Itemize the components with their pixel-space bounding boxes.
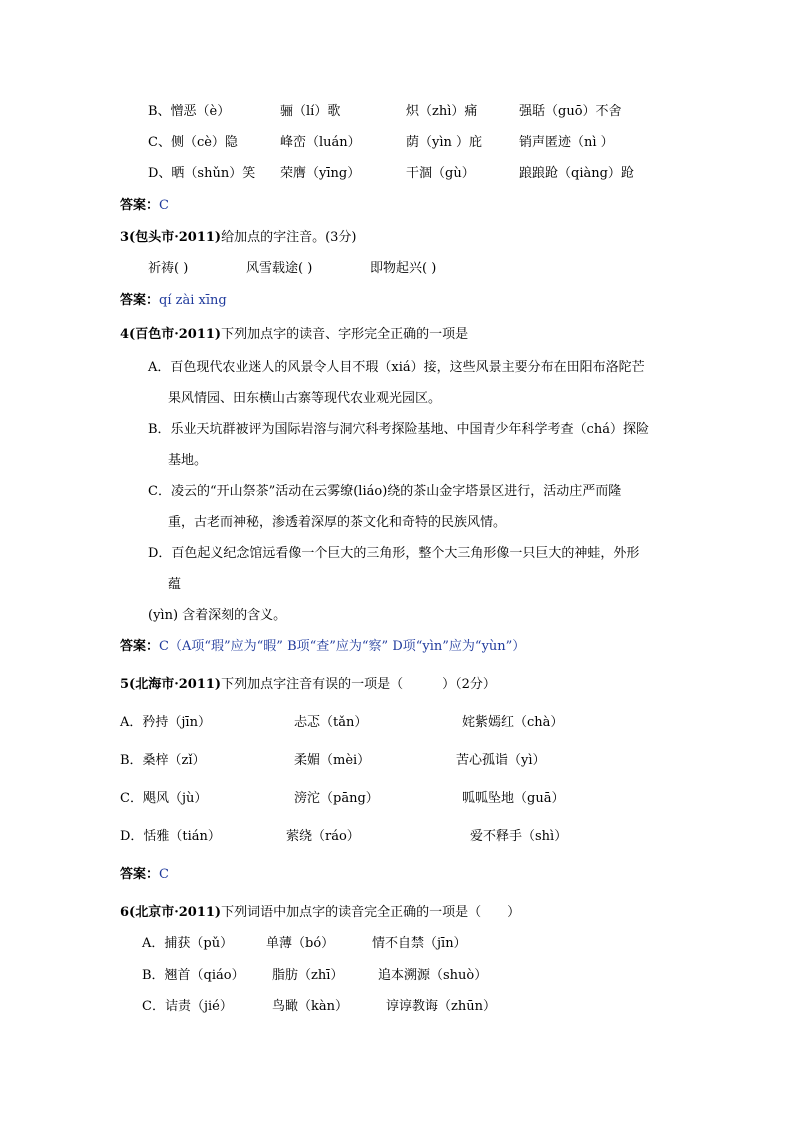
q5-answer — [120, 865, 169, 885]
answer-label: 答案： — [120, 293, 160, 308]
q5-row-a-2: 忐忑（tǎn） — [294, 715, 368, 730]
question-text: 给加点的字注音。(3分) — [221, 230, 357, 245]
q6-row-b-3: 追本溯源（shuò） — [378, 968, 488, 983]
q4-option-d-line3: (yìn) 含着深刻的含义。 — [148, 608, 287, 623]
answer-value: C — [159, 867, 169, 882]
q5-row-c-2: 滂沱（pāng） — [294, 791, 379, 806]
q4-answer — [120, 637, 525, 657]
q2-option-b-4: 强聒（guō）不舍 — [519, 104, 622, 119]
question-source: (北京市·2011) — [129, 905, 222, 920]
question-text: 下列加点字的读音、字形完全正确的一项是 — [221, 327, 469, 342]
q6-row-b-2: 脂肪（zhī） — [272, 968, 344, 983]
q4-option-d-line1: D．百色起义纪念馆远看像一个巨大的三角形，整个大三角形像一只巨大的神蛙，外形 — [148, 546, 640, 561]
question-source: (包头市·2011) — [129, 230, 222, 245]
q5-row-c-3: 呱呱坠地（guā） — [462, 791, 565, 806]
q5-row-b-3: 苦心孤诣（yì） — [456, 753, 546, 768]
q3-item-3: 即物起兴( ) — [370, 261, 437, 276]
q2-option-d-3: 干涸（gù） — [406, 166, 475, 181]
q6-row-a-3: 情不自禁（jīn） — [372, 936, 467, 951]
q4-option-a-line2: 果风情园、田东横山古寨等现代农业观光园区。 — [168, 391, 442, 406]
q2-option-c-4: 销声匿迹（nì ） — [519, 135, 614, 150]
q4-option-b-line1: B．乐业天坑群被评为国际岩溶与洞穴科考探险基地、中国青少年科学考查（chá）探险 — [148, 422, 649, 437]
q2-option-c-3: 荫（yìn ）庇 — [406, 135, 483, 150]
q6-heading — [120, 903, 520, 923]
q6-row-b-1: B．翘首（qiáo） — [142, 968, 245, 983]
q2-option-b-2: 骊（lí）歌 — [280, 104, 341, 119]
question-number: 4 — [120, 327, 130, 342]
q2-option-c-1: C、侧（cè）隐 — [148, 135, 238, 150]
q4-option-c-line1: C．凌云的“开山祭茶”活动在云雾缭(liáo)绕的茶山金字塔景区进行，活动庄严而隆 — [148, 484, 622, 499]
q5-row-c-1: C．飓风（jù） — [120, 791, 208, 806]
q4-option-d-line2: 蕴 — [168, 577, 182, 592]
question-text: 下列加点字注音有误的一项是（ ）（2分） — [221, 677, 496, 692]
q5-row-b-2: 柔媚（mèi） — [294, 753, 371, 768]
q5-row-d-2: 萦绕（ráo） — [286, 829, 360, 844]
answer-value: C（A项“瑕”应为“暇” B项“查”应为“察” D项“yìn”应为“yùn”） — [159, 639, 526, 654]
answer-value: qí zài xīng — [159, 293, 227, 308]
q5-heading — [120, 675, 496, 695]
q4-option-c-line2: 重，古老而神秘，渗透着深厚的茶文化和奇特的民族风情。 — [168, 515, 507, 530]
question-source: (百色市·2011) — [129, 327, 222, 342]
q5-row-d-3: 爱不释手（shì） — [470, 829, 568, 844]
question-number: 6 — [120, 905, 130, 920]
q5-row-d-1: D．恬雅（tián） — [120, 829, 221, 844]
question-number: 5 — [120, 677, 130, 692]
q6-row-c-1: C．诘责（jié） — [142, 999, 233, 1014]
q6-row-a-2: 单薄（bó） — [266, 936, 335, 951]
q4-option-a-line1: A．百色现代农业迷人的风景令人目不瑕（xiá）接，这些风景主要分布在田阳布洛陀芒 — [148, 360, 645, 375]
answer-value: C — [159, 198, 169, 213]
q5-row-b-1: B．桑梓（zǐ） — [120, 753, 206, 768]
q2-option-d-4: 踉踉跄（qiàng）跄 — [519, 166, 634, 181]
q6-row-c-3: 谆谆教诲（zhūn） — [386, 999, 496, 1014]
q3-item-2: 风雪载途( ) — [246, 261, 313, 276]
question-text: 下列词语中加点字的读音完全正确的一项是（ ） — [221, 905, 521, 920]
q2-option-b-1: B、憎恶（è） — [148, 104, 231, 119]
answer-label: 答案： — [120, 639, 160, 654]
q5-row-a-3: 姹紫嫣红（chà） — [462, 715, 564, 730]
q2-option-c-2: 峰峦（luán） — [280, 135, 361, 150]
q3-heading — [120, 228, 356, 248]
q2-option-d-1: D、晒（shǔn）笑 — [148, 166, 256, 181]
q6-row-c-2: 鸟瞰（kàn） — [272, 999, 349, 1014]
answer-label: 答案： — [120, 198, 160, 213]
q2-answer — [120, 196, 169, 216]
question-source: (北海市·2011) — [129, 677, 222, 692]
answer-label: 答案： — [120, 867, 160, 882]
q4-option-b-line2: 基地。 — [168, 453, 208, 468]
q6-row-a-1: A．捕获（pǔ） — [142, 936, 234, 951]
q5-row-a-1: A．矜持（jīn） — [120, 715, 211, 730]
q3-item-1: 祈祷( ) — [148, 261, 189, 276]
question-number: 3 — [120, 230, 130, 245]
q3-answer — [120, 291, 227, 311]
q4-heading — [120, 325, 468, 345]
q2-option-b-3: 炽（zhì）痛 — [406, 104, 478, 119]
q2-option-d-2: 荣膺（yīng） — [280, 166, 361, 181]
